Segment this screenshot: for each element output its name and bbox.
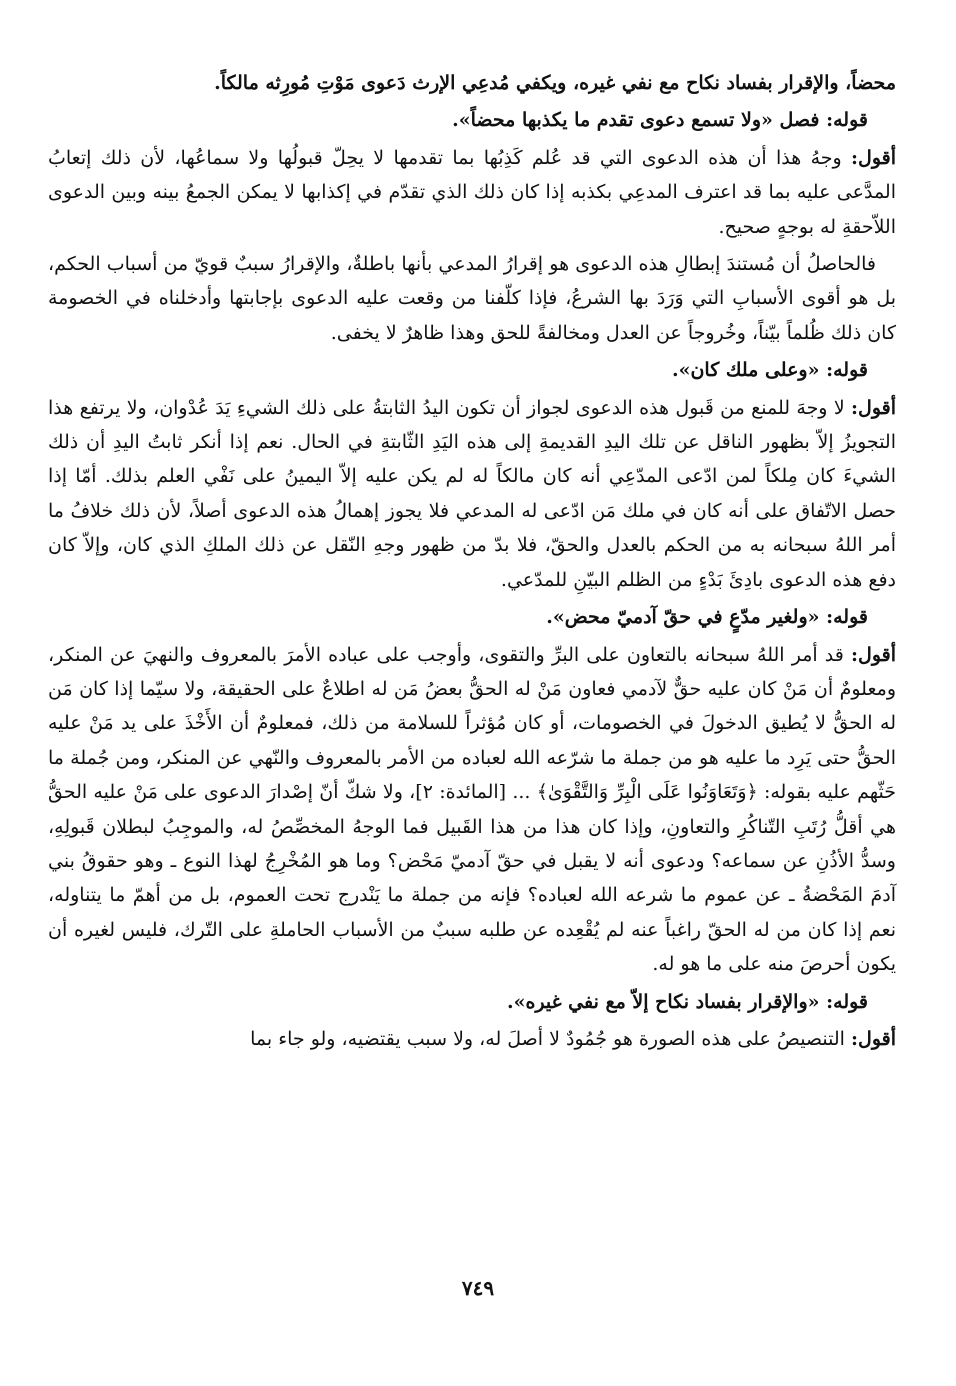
section-4-paragraph-1 [48,1022,896,1056]
section-2-paragraph-1 [48,391,896,597]
paragraph-text: لا وجهَ للمنع من قَبول هذه الدعوى لجواز أن تكون اليدُ الثابتةُ على ذلك الشيءِ يَدَ عُدْوان، ولا يرتفع هذا التجويزُ إلاّ بظهور الناقل عن تلك اليدِ القديمةِ إلى هذه اليَدِ الثّابتةِ في الحال. نعم إذا أنكر ثابتُ اليدِ أن ذلك الشيءَ كان مِلكاً لمن ادّعى المدّعِي أنه كان مالكاً له لم يكن عليه إلاّ اليمينُ على نَفْي العلم بذلك. أمّا إذا حصل الاتّفاق على أنه كان في ملك مَن ادّعى له المدعي فلا يجوز إهمالُ هذه الدعوى أصلاً، لأن ذلك خلافُ ما أمر اللهُ سبحانه به من الحكم بالعدل والحقّ، فلا بدّ من ظهور وجهِ النّقل عن ذلك الملكِ الذي كان، وإلاّ كان دفع هذه الدعوى بادِئَ بَدْءٍ من الظلم البيّنِ للمدّعي. [48,396,896,591]
section-heading-1: قوله: فصل «ولا تسمع دعوى تقدم ما يكذبها محضاً». [452,109,868,132]
aqool-label: أقول: [851,396,896,419]
section-1-paragraph-1 [48,141,896,244]
paragraph-text: التنصيصُ على هذه الصورة هو جُمُودٌ لا أصلَ له، ولا سبب يقتضيه، ولو جاء بما [250,1027,851,1050]
section-heading-4: قوله: «والإقرار بفساد نكاح إلاّ مع نفي غيره». [506,990,868,1013]
section-heading-3: قوله: «ولغير مدّعٍ في حقّ آدميّ محض». [546,606,868,629]
section-3-paragraph-1 [48,638,896,982]
aqool-label: أقول: [851,146,896,169]
page-number: ٧٤٩ [461,1276,495,1300]
aqool-label: أقول: [851,1027,896,1050]
paragraph-text: وجهُ هذا أن هذه الدعوى التي قد عُلم كَذِبُها بما تقدمها لا يحِلّ قبولُها ولا سماعُها، لأن ذلك إتعابُ المدَّعى عليه بما قد اعترف المدعِي بكذبه إذا كان ذلك الذي تقدّم في إكذابها لا يمكن الجمعُ بينه وبين الدعوى اللاّحقةِ له بوجهٍ صحيح. [48,146,896,238]
section-heading-2: قوله: «وعلى ملك كان». [671,359,868,382]
aqool-label: أقول: [851,643,896,666]
opening-line: محضاً، والإقرار بفساد نكاح مع نفي غيره، ويكفي مُدعِي الإرث دَعوى مَوْتِ مُورِثه مالكاً. [214,72,896,94]
paragraph-text: قد أمر اللهُ سبحانه بالتعاون على البرِّ والتقوى، وأوجب على عباده الأمرَ بالمعروف والنهيَ عن المنكر، ومعلومٌ أن مَنْ كان عليه حقٌّ لآدمي فعاون مَنْ له الحقُّ بعضُ مَن له اطلاعٌ على الحقيقة، ولا سيّما إذا كان مَن له الحقُّ لا يُطيق الدخولَ في الخصومات، أو كان مُؤثراً للسلامة من ذلك، فمعلومٌ أن الأَخْذَ على يد مَنْ عليه الحقُّ حتى يَرِد ما عليه هو من جملة ما شرّعه الله لعباده من الأمر بالمعروف والنّهي عن المنكر، ومن جُملة ما حَثّهم عليه بقوله: ﴿وَتَعَاوَنُوا عَلَى الْبِرِّ وَالتَّقْوَىٰ﴾ ... [المائدة: ٢]، ولا شكّ أنّ إصْدارَ الدعوى على مَنْ عليه الحقُّ هي أقلُّ رُتَبِ التّناكُرِ والتعاونِ، وإذا كان هذا من هذا القَبيل فما الوجهُ المخصِّصُ له، والموجِبُ لبطلان قَبولِهِ، وسدُّ الأذُنِ عن سماعه؟ ودعوى أنه لا يقبل في حقّ آدميّ مَحْض؟ وما هو المُخْرِجُ لهذا النوع ـ وهو حقوقُ بني آدمَ المَحْضةُ ـ عن عموم ما شرعه الله لعباده؟ فإنه من جملة ما يَنْدرج تحت العموم، بل من أهمّ ما يتناوله، نعم إذا كان من له الحقّ راغباً عنه لم يُقْعِده عن طلبه سببٌ من الأسباب الحاملةِ على التّرك، فليس لغيره أن يكون أحرصَ منه على ما هو له. [48,643,896,976]
section-1-paragraph-2 [48,247,896,350]
paragraph-text: فالحاصلُ أن مُستندَ إبطالِ هذه الدعوى هو إقرارُ المدعي بأنها باطلةٌ، والإقرارُ سببٌ قويّ من أسباب الحكم، بل هو أقوى الأسبابِ التي وَرَدَ بها الشرعُ، فإذا كلّفنا من وقعت عليه الدعوى بإجابتها وأدخلناه في الخصومة كان ذلك ظُلماً بيّناً، وخُروجاً عن العدل ومخالفةً للحق وهذا ظاهرٌ لا يخفى. [48,253,896,344]
